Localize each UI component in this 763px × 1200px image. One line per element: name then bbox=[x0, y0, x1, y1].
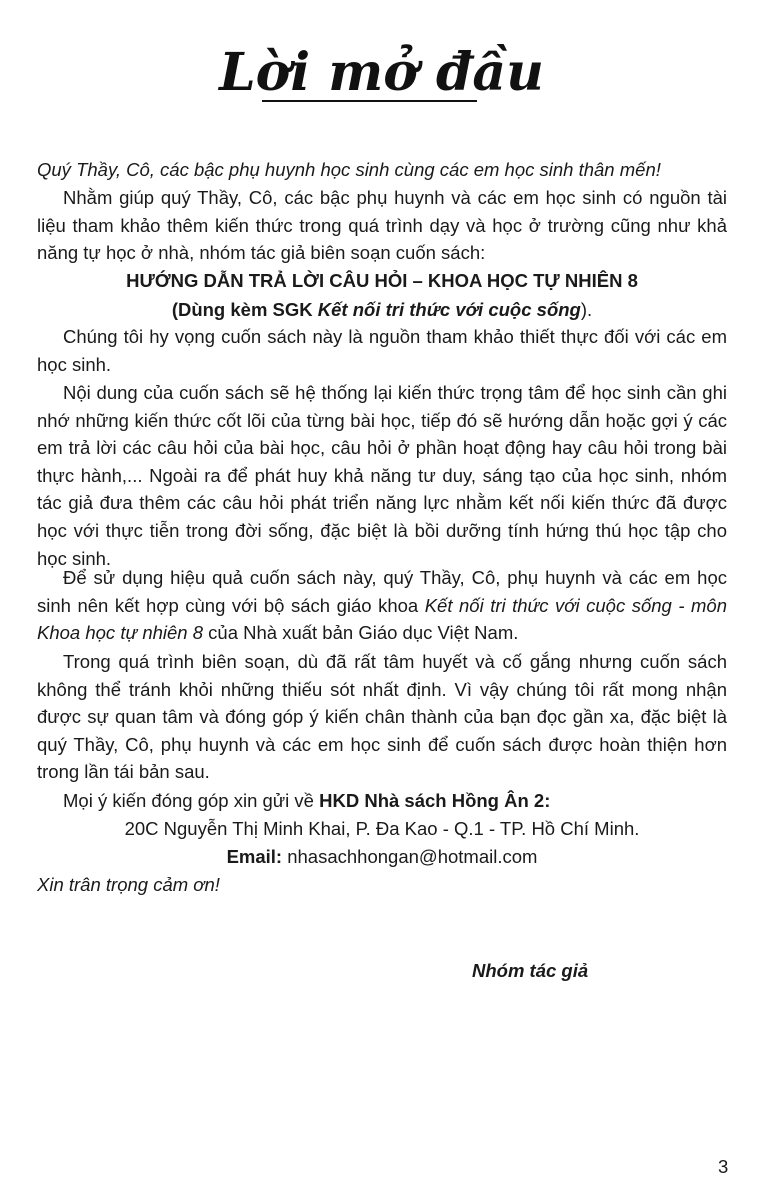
page-title: Lời mở đầu bbox=[219, 42, 544, 103]
book-subtitle-prefix: (Dùng kèm SGK bbox=[171, 299, 318, 320]
book-subtitle-series: Kết nối tri thức với cuộc sống bbox=[317, 299, 581, 320]
paragraph-usage-text-a: Để sử dụng hiệu quả cuốn sách này, quý Thầy, Cô, phụ huynh và các em học sinh nên kết hợp cùng với bộ sách giáo khoa bbox=[37, 567, 727, 616]
contact-name: HKD Nhà sách Hồng Ân 2: bbox=[319, 790, 551, 811]
email-value: nhasachhongan@hotmail.com bbox=[282, 846, 538, 867]
book-title: HƯỚNG DẪN TRẢ LỜI CÂU HỎI – KHOA HỌC TỰ NHIÊN 8 bbox=[126, 270, 638, 291]
paragraph-usage bbox=[37, 564, 727, 647]
book-subtitle-suffix: ). bbox=[580, 299, 593, 320]
email-label: Email: bbox=[226, 846, 283, 867]
greeting: Quý Thầy, Cô, các bậc phụ huynh học sinh cùng các em học sinh thân mến! bbox=[37, 159, 661, 180]
closing-thanks: Xin trân trọng cảm ơn! bbox=[37, 874, 220, 895]
paragraph-feedback bbox=[37, 648, 727, 786]
email-line bbox=[37, 843, 727, 871]
paragraph-content bbox=[37, 379, 727, 572]
address-line: 20C Nguyễn Thị Minh Khai, P. Đa Kao - Q.1 - TP. Hồ Chí Minh. bbox=[124, 818, 640, 839]
contact-prefix: Mọi ý kiến đóng góp xin gửi về bbox=[63, 790, 320, 811]
book-subtitle bbox=[37, 296, 727, 324]
signature: Nhóm tác giả bbox=[472, 960, 589, 981]
page-number: 3 bbox=[718, 1156, 729, 1177]
contact-line bbox=[37, 787, 727, 815]
title-underline bbox=[262, 100, 477, 102]
paragraph-hope bbox=[37, 323, 727, 378]
paragraph-hope-text: Chúng tôi hy vọng cuốn sách này là nguồn tham khảo thiết thực đối với các em học sinh. bbox=[37, 326, 727, 375]
paragraph-content-text: Nội dung của cuốn sách sẽ hệ thống lại kiến thức trọng tâm để học sinh cần ghi nhớ những kiến thức cốt lõi của từng bài học, tiếp đó sẽ hướng dẫn hoặc gợi ý các em trả lời các câu hỏi của bài học, câu hỏi ở phần hoạt động hay câu hỏi trong bài thực hành,... Ngoài ra để phát huy khả năng tư duy, sáng tạo của học sinh, nhóm tác giả đưa thêm các câu hỏi phát triển năng lực nhằm kết nối kiến thức đã được học với thực tiễn trong đời sống, đặc biệt là bồi dưỡng tính hứng thú học tập cho học sinh. bbox=[37, 382, 727, 569]
paragraph-feedback-text: Trong quá trình biên soạn, dù đã rất tâm huyết và cố gắng nhưng cuốn sách không thể tránh khỏi những thiếu sót nhất định. Vì vậy chúng tôi rất mong nhận được sự quan tâm và đóng góp ý kiến chân thành của bạn đọc gần xa, đặc biệt là quý Thầy, Cô, phụ huynh và các em học sinh để cuốn sách được hoàn thiện hơn trong lần tái bản sau. bbox=[37, 651, 727, 783]
paragraph-intro bbox=[37, 184, 727, 267]
paragraph-intro-text: Nhằm giúp quý Thầy, Cô, các bậc phụ huynh và các em học sinh có nguồn tài liệu tham khảo thêm kiến thức trong quá trình dạy và học ở trường cũng như khả năng tự học ở nhà, nhóm tác giả biên soạn cuốn sách: bbox=[37, 187, 727, 264]
paragraph-usage-text-b: của Nhà xuất bản Giáo dục Việt Nam. bbox=[203, 622, 519, 644]
paragraph-usage-series: Kết nối tri thức với cuộc sống - môn Khoa học tự nhiên 8 bbox=[37, 594, 728, 644]
